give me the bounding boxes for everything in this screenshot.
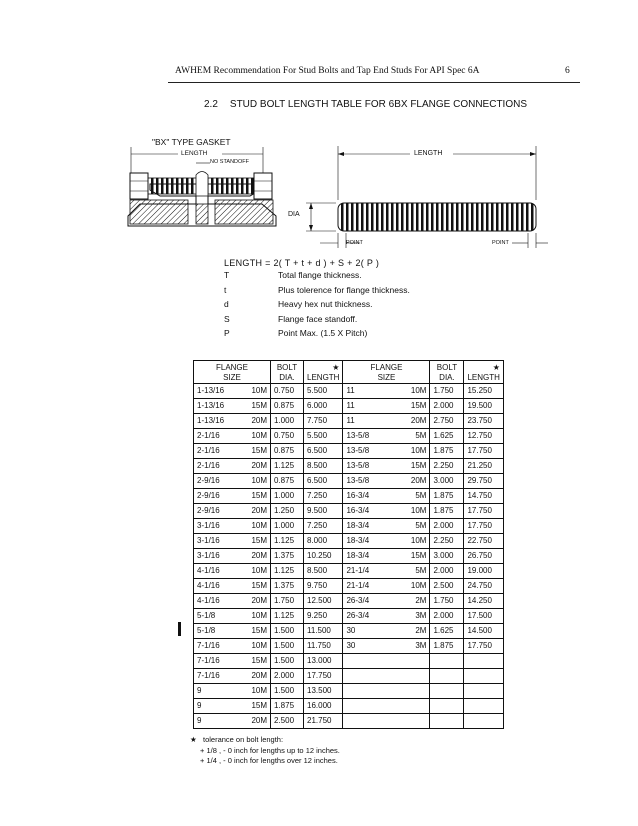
length-big-label: LENGTH [414,150,443,157]
bolt-length-cell [464,699,503,714]
bolt-dia-cell: 2.000 [430,609,464,624]
col-flange-size-2: FLANGE SIZE [343,361,430,384]
definitions-list [224,270,410,343]
bolt-dia-cell: 1.500 [271,654,304,669]
flange-size-cell: 18-3/4 [343,519,408,534]
bolt-dia-cell: 1.750 [271,594,304,609]
bolt-dia-cell: 2.250 [430,459,464,474]
flange-size-cell: 7-1/16 [194,654,249,669]
col-length-2: ★ LENGTH [464,361,503,384]
bolt-length-cell: 6.500 [304,444,343,459]
bolt-dia-cell: 1.625 [430,624,464,639]
flange-size-cell: 18-3/4 [343,534,408,549]
table-row [194,564,504,579]
flange-size-cell: 2-9/16 [194,504,249,519]
bolt-length-cell: 15.250 [464,384,503,399]
bolt-length-cell: 29.750 [464,474,503,489]
flange-size-cell: 16-3/4 [343,489,408,504]
table-row [194,384,504,399]
point-right-label: POINT [492,240,509,246]
bolt-dia-cell: 2.750 [430,414,464,429]
definition-text: Total flange thickness. [278,270,362,280]
flange-size-cell: 30 [343,639,408,654]
definition-text: Flange face standoff. [278,313,358,324]
flange-size-cell: 16-3/4 [343,504,408,519]
pressure-rating-cell: 15M [248,444,271,459]
definition-symbol: S [224,313,230,324]
pressure-rating-cell: 20M [248,549,271,564]
col-length: ★ LENGTH [304,361,343,384]
bolt-length-cell: 17.750 [464,504,503,519]
pressure-rating-cell: 20M [248,414,271,429]
pressure-rating-cell: 15M [248,624,271,639]
flange-size-cell: 9 [194,699,249,714]
pressure-rating-cell: 3M [407,609,430,624]
table-row [194,714,504,729]
bolt-dia-cell: 0.750 [271,429,304,444]
bolt-dia-cell: 1.375 [271,579,304,594]
table-row [194,654,504,669]
pressure-rating-cell: 20M [248,459,271,474]
point-left-label: POINT [346,240,363,246]
table-row [194,459,504,474]
bolt-length-cell: 8.500 [304,459,343,474]
flange-size-cell: 4-1/16 [194,594,249,609]
pressure-rating-cell: 10M [407,444,430,459]
bolt-dia-cell: 1.875 [430,444,464,459]
pressure-rating-cell [407,654,430,669]
bolt-dia-cell: 1.125 [271,534,304,549]
definition-item [224,328,410,343]
bolt-length-cell: 12.500 [304,594,343,609]
bolt-dia-cell: 1.500 [271,639,304,654]
bolt-length-cell: 17.750 [464,444,503,459]
flange-size-cell: 18-3/4 [343,549,408,564]
bolt-length-cell: 5.500 [304,384,343,399]
flange-size-cell: 2-9/16 [194,489,249,504]
table-row [194,489,504,504]
bolt-dia-cell: 0.875 [271,399,304,414]
bolt-dia-cell: 1.500 [271,624,304,639]
bolt-length-cell: 17.750 [464,639,503,654]
bolt-dia-cell: 2.000 [430,399,464,414]
bolt-length-cell: 9.750 [304,579,343,594]
bolt-length-cell: 17.750 [304,669,343,684]
bolt-dia-cell: 1.125 [271,564,304,579]
bolt-length-cell: 13.000 [304,654,343,669]
flange-size-cell: 11 [343,414,408,429]
pressure-rating-cell: 15M [248,579,271,594]
table-header-row [194,361,504,384]
pressure-rating-cell: 20M [248,594,271,609]
bolt-dia-cell: 1.000 [271,489,304,504]
section-number: 2.2 [204,99,218,110]
flange-size-cell: 7-1/16 [194,639,249,654]
table-row [194,504,504,519]
pressure-rating-cell [407,684,430,699]
tolerance-notes [190,735,340,767]
table-row [194,414,504,429]
bolt-dia-cell: 1.000 [271,414,304,429]
pressure-rating-cell [407,669,430,684]
bolt-length-cell: 13.500 [304,684,343,699]
bolt-dia-cell: 1.125 [271,609,304,624]
flange-size-cell: 3-1/16 [194,549,249,564]
flange-size-cell: 13-5/8 [343,459,408,474]
bolt-length-cell: 19.000 [464,564,503,579]
definition-item [224,285,410,300]
pressure-rating-cell: 10M [407,384,430,399]
bolt-length-cell: 19.500 [464,399,503,414]
pressure-rating-cell: 10M [407,504,430,519]
definition-symbol: d [224,299,229,309]
table-row [194,519,504,534]
table-row [194,684,504,699]
definition-text: Heavy hex nut thickness. [278,299,373,309]
flange-size-cell: 1-13/16 [194,414,249,429]
pressure-rating-cell [407,699,430,714]
bolt-length-cell [464,714,503,729]
length-small-label: LENGTH [181,150,208,157]
length-formula: LENGTH = 2( T + t + d ) + S + 2( P ) [224,258,380,268]
pressure-rating-cell: 3M [407,639,430,654]
stud-bolt-drawing [306,146,548,248]
bolt-dia-cell: 1.250 [271,504,304,519]
pressure-rating-cell: 15M [407,459,430,474]
bolt-length-cell: 24.750 [464,579,503,594]
table-row [194,594,504,609]
bolt-dia-cell: 2.500 [271,714,304,729]
flange-size-cell: 26-3/4 [343,594,408,609]
flange-size-cell: 26-3/4 [343,609,408,624]
flange-size-cell: 4-1/16 [194,579,249,594]
page-number: 6 [565,66,570,76]
bolt-length-cell: 10.250 [304,549,343,564]
bolt-length-cell [464,684,503,699]
bolt-length-cell: 21.750 [304,714,343,729]
pressure-rating-cell: 10M [407,579,430,594]
definition-symbol: t [224,284,227,295]
definition-item [224,299,410,314]
bolt-dia-cell [430,714,464,729]
table-row [194,639,504,654]
pressure-rating-cell: 10M [248,429,271,444]
bolt-length-cell: 6.500 [304,474,343,489]
dia-label: DIA [288,211,300,218]
flange-size-cell: 13-5/8 [343,444,408,459]
col-flange-size: FLANGE SIZE [194,361,271,384]
bolt-length-cell: 17.750 [464,519,503,534]
bolt-dia-cell: 1.875 [430,489,464,504]
stud-bolt-figure [0,0,638,260]
bolt-dia-cell: 1.375 [271,549,304,564]
bolt-dia-cell: 2.000 [271,669,304,684]
definition-symbol: P [224,328,230,338]
header-title: AWHEM Recommendation For Stud Bolts and Tap End Studs For API Spec 6A [175,66,480,76]
bolt-length-cell: 8.500 [304,564,343,579]
pressure-rating-cell: 10M [248,564,271,579]
flange-assembly-drawing [128,147,276,226]
bolt-dia-cell: 1.750 [430,594,464,609]
bolt-length-cell: 6.000 [304,399,343,414]
bolt-dia-cell: 0.875 [271,474,304,489]
table-row [194,534,504,549]
bolt-dia-cell: 3.000 [430,549,464,564]
flange-size-cell: 13-5/8 [343,429,408,444]
pressure-rating-cell: 20M [248,669,271,684]
flange-size-cell [343,669,408,684]
pressure-rating-cell: 5M [407,519,430,534]
bolt-length-cell: 12.750 [464,429,503,444]
definition-text: Plus tolerence for flange thickness. [278,284,410,295]
flange-size-cell: 30 [343,624,408,639]
flange-size-cell: 2-1/16 [194,429,249,444]
bolt-length-cell: 7.750 [304,414,343,429]
flange-size-cell: 21-1/4 [343,579,408,594]
table-row [194,549,504,564]
table-row [194,609,504,624]
notes-title: tolerance on bolt length: [203,735,284,744]
table-row [194,624,504,639]
col-bolt-dia-2: BOLT DIA. [430,361,464,384]
definition-item [224,314,410,329]
bolt-length-cell: 14.750 [464,489,503,504]
bolt-dia-cell: 2.500 [430,579,464,594]
pressure-rating-cell: 15M [248,699,271,714]
flange-size-cell [343,714,408,729]
bolt-length-cell: 22.750 [464,534,503,549]
table-row [194,399,504,414]
table-row [194,699,504,714]
definition-text: Point Max. (1.5 X Pitch) [278,328,368,338]
bolt-dia-cell: 1.875 [430,639,464,654]
pressure-rating-cell: 10M [248,474,271,489]
bolt-length-cell: 16.000 [304,699,343,714]
bolt-length-cell: 9.250 [304,609,343,624]
bolt-dia-cell: 1.125 [271,459,304,474]
flange-size-cell: 7-1/16 [194,669,249,684]
pressure-rating-cell: 5M [407,489,430,504]
pressure-rating-cell: 20M [248,714,271,729]
flange-size-cell: 11 [343,399,408,414]
table-row [194,429,504,444]
bolt-length-cell [464,669,503,684]
pressure-rating-cell: 10M [248,639,271,654]
bolt-dia-cell: 1.750 [430,384,464,399]
flange-size-cell: 1-13/16 [194,384,249,399]
flange-size-cell [343,684,408,699]
bolt-length-cell: 23.750 [464,414,503,429]
bolt-dia-cell [430,669,464,684]
table-row [194,579,504,594]
bolt-length-cell: 21.250 [464,459,503,474]
pressure-rating-cell: 10M [248,384,271,399]
table-row [194,444,504,459]
bolt-dia-cell: 1.000 [271,519,304,534]
bolt-dia-cell: 0.750 [271,384,304,399]
pressure-rating-cell [407,714,430,729]
bolt-dia-cell: 3.000 [430,474,464,489]
bolt-length-cell: 14.250 [464,594,503,609]
bolt-length-cell: 17.500 [464,609,503,624]
pressure-rating-cell: 10M [407,534,430,549]
bolt-dia-cell: 1.875 [430,504,464,519]
flange-size-cell: 2-9/16 [194,474,249,489]
pressure-rating-cell: 10M [248,519,271,534]
bolt-length-cell: 11.750 [304,639,343,654]
bolt-length-cell: 5.500 [304,429,343,444]
bolt-dia-cell [430,699,464,714]
flange-size-cell: 4-1/16 [194,564,249,579]
pressure-rating-cell: 20M [407,474,430,489]
bolt-length-cell [464,654,503,669]
bolt-length-cell: 9.500 [304,504,343,519]
pressure-rating-cell: 5M [407,429,430,444]
gasket-label: "BX" TYPE GASKET [152,137,231,147]
flange-size-cell: 9 [194,714,249,729]
flange-size-cell: 2-1/16 [194,444,249,459]
flange-size-cell [343,654,408,669]
table-row [194,669,504,684]
no-standoff-label: NO STANDOFF [210,159,250,165]
definition-item [224,270,410,285]
bolt-length-cell: 7.250 [304,519,343,534]
flange-size-cell: 3-1/16 [194,519,249,534]
bolt-dia-cell: 2.250 [430,534,464,549]
pressure-rating-cell: 2M [407,624,430,639]
pressure-rating-cell: 2M [407,594,430,609]
col-bolt-dia: BOLT DIA. [271,361,304,384]
bolt-dia-cell [430,684,464,699]
flange-size-cell [343,699,408,714]
flange-size-cell: 5-1/8 [194,624,249,639]
pressure-rating-cell: 10M [248,684,271,699]
section-title: STUD BOLT LENGTH TABLE FOR 6BX FLANGE CONNECTIONS [229,99,528,110]
flange-size-cell: 21-1/4 [343,564,408,579]
pressure-rating-cell: 20M [248,504,271,519]
flange-size-cell: 2-1/16 [194,459,249,474]
pressure-rating-cell: 20M [407,414,430,429]
stud-bolt-table [193,360,504,729]
pressure-rating-cell: 15M [248,654,271,669]
pressure-rating-cell: 5M [407,564,430,579]
star-icon: ★ [190,735,197,744]
bolt-length-cell: 7.250 [304,489,343,504]
flange-size-cell: 5-1/8 [194,609,249,624]
flange-size-cell: 3-1/16 [194,534,249,549]
pressure-rating-cell: 10M [248,609,271,624]
bolt-length-cell: 8.000 [304,534,343,549]
revision-bar [178,622,181,636]
bolt-dia-cell [430,654,464,669]
pressure-rating-cell: 15M [248,489,271,504]
bolt-dia-cell: 0.875 [271,444,304,459]
flange-size-cell: 11 [343,384,408,399]
definition-symbol: T [224,270,230,280]
flange-size-cell: 9 [194,684,249,699]
pressure-rating-cell: 15M [407,399,430,414]
pressure-rating-cell: 15M [248,399,271,414]
notes-line-2: + 1/4 , - 0 inch for lengths over 12 inches. [200,756,338,765]
flange-size-cell: 13-5/8 [343,474,408,489]
bolt-dia-cell: 1.500 [271,684,304,699]
bolt-dia-cell: 2.000 [430,564,464,579]
bolt-dia-cell: 1.875 [271,699,304,714]
pressure-rating-cell: 15M [407,549,430,564]
bolt-length-cell: 14.500 [464,624,503,639]
bolt-dia-cell: 1.625 [430,429,464,444]
bolt-length-cell: 11.500 [304,624,343,639]
bolt-length-cell: 26.750 [464,549,503,564]
notes-line-1: + 1/8 , - 0 inch for lengths up to 12 inches. [200,745,340,755]
bolt-dia-cell: 2.000 [430,519,464,534]
flange-size-cell: 1-13/16 [194,399,249,414]
table-row [194,474,504,489]
pressure-rating-cell: 15M [248,534,271,549]
